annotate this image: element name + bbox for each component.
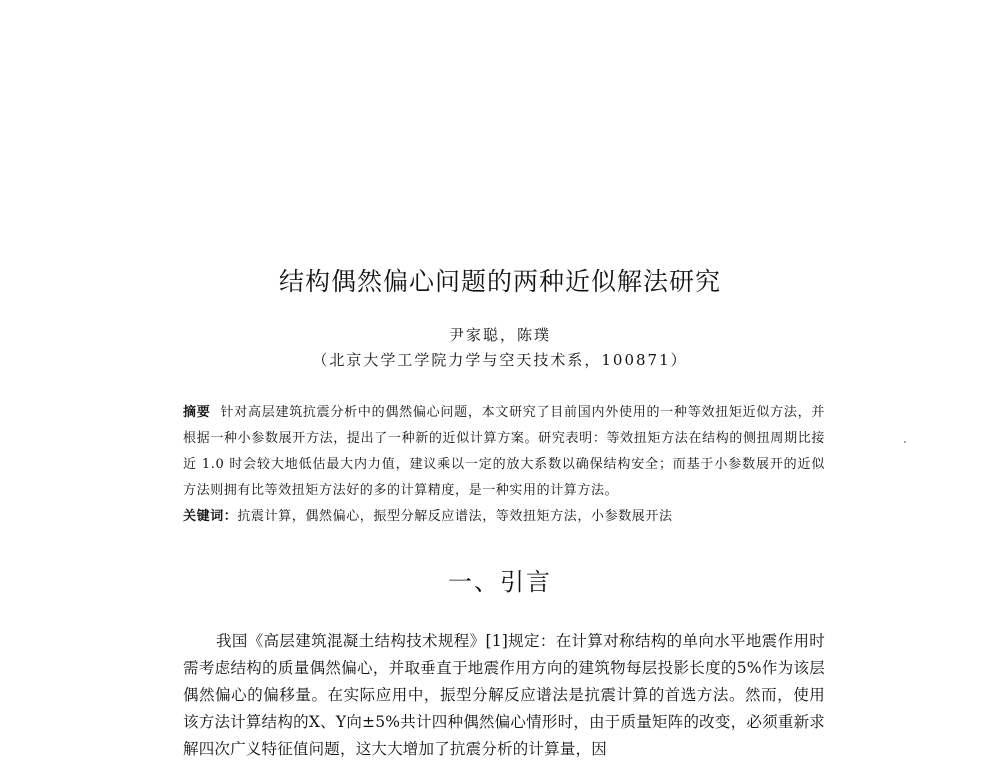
paper-title: 结构偶然偏心问题的两种近似解法研究 (278, 267, 721, 296)
abstract-block (183, 400, 825, 504)
abstract-label: 摘要 (183, 405, 211, 420)
body-paragraph: 我国《高层建筑混凝土结构技术规程》[1]规定：在计算对称结构的单向水平地震作用时需考虑结构的质量偶然偏心，并取垂直于地震作用方向的建筑物每层投影长度的5%作为该层偶然偏心的偏移量。在实际应用中，振型分解反应谱法是抗震计算的首选方法。然而，使用该方法计算结构的X、Y向±5%共计四种偶然偏心情形时，由于质量矩阵的改变，必须重新求解四次广义特征值问题，这大大增加了抗震分析的计算量，因 (183, 632, 825, 758)
keywords-text: 抗震计算，偶然偏心，振型分解反应谱法，等效扭矩方法，小参数展开法 (237, 509, 673, 524)
affiliation-line: （北京大学工学院力学与空天技术系，100871） (312, 351, 688, 369)
scan-speck (904, 441, 906, 443)
keywords-block (183, 504, 825, 530)
section-heading-introduction: 一、引言 (448, 568, 552, 596)
keywords-label: 关键词： (183, 509, 238, 524)
authors-line: 尹家聪，陈璞 (448, 326, 551, 344)
abstract-text: 针对高层建筑抗震分析中的偶然偏心问题，本文研究了目前国内外使用的一种等效扭矩近似方法，并根据一种小参数展开方法，提出了一种新的近似计算方案。研究表明：等效扭矩方法在结构的侧扭周期比接近 1.0 时会较大地低估最大内力值，建议乘以一定的放大系数以确保结构安全；而基于小参数展开的近似方法则拥有比等效扭矩方法好的多的计算精度，是一种实用的计算方法。 (183, 405, 825, 498)
